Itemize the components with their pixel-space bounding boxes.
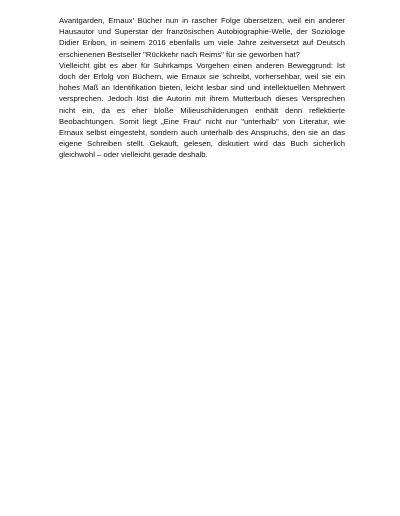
- body-text: [59, 15, 345, 161]
- paragraph-2: Vielleicht gibt es aber für Suhrkamps Vorgehen einen anderen Beweggrund: Ist doch der Erfolg von Büchern, wie Ernaux sie schreibt, vorhersehbar, weil sie ein hohes Maß an Identifikation bieten, leicht lesbar sind und intellektuellen Mehrwert versprechen. Jedoch löst die Autorin mit ihrem Mutterbuch dieses Versprechen nicht ein, da es eher bloße Milieuschilderungen enthält denn reflektierte Beobachtungen. Somit liegt „Eine Frau“ nicht nur "unterhalb" von Literatur, wie Ernaux selbst eingesteht, sondern auch unterhalb des Anspruchs, den sie an das eigene Schreiben stellt. Gekauft, gelesen, diskutiert wird das Buch sicherlich gleichwohl – oder vielleicht gerade deshalb.: [59, 60, 345, 160]
- paragraph-1: Avantgarden, Ernaux’ Bücher nun in rascher Folge übersetzen, weil ein anderer Hausautor und Superstar der französischen Autobiographie-Welle, der Soziologe Didier Eribon, in seinem 2016 ebenfalls um viele Jahre zeitversetzt auf Deutsch erschienenen Bestseller "Rückkehr nach Reims" für sie geworben hat?: [59, 16, 345, 59]
